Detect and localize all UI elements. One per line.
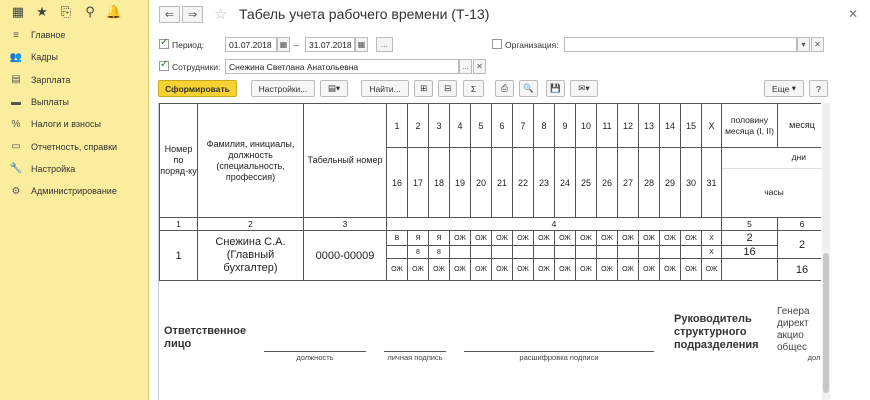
day-header-cell: 19 [450, 148, 471, 218]
title-bar [150, 0, 870, 30]
day-code-cell: ОЖ [555, 259, 576, 281]
day-code-cell: X [702, 231, 722, 246]
day-hours-cell [681, 246, 702, 259]
sidebar-item-salary[interactable] [0, 69, 148, 91]
column-number-cell: 4 [387, 218, 722, 231]
day-code-cell: ОЖ [429, 259, 450, 281]
responsible-title: Ответственное лицо [164, 325, 247, 350]
employees-input[interactable]: Снежина Светлана Анатольевна [225, 59, 459, 74]
day-code-cell: ОЖ [618, 231, 639, 246]
employees-label: Сотрудники: [172, 62, 221, 72]
tab-number-cell: 0000-00009 [304, 231, 387, 281]
day-code-cell: ОЖ [534, 231, 555, 246]
days-label: дни [722, 150, 821, 169]
day-code-cell: ОЖ [471, 259, 492, 281]
day-header-cell: 10 [576, 104, 597, 148]
report-area[interactable] [158, 103, 821, 400]
day-code-cell: ОЖ [492, 231, 513, 246]
day-header-cell: 13 [639, 104, 660, 148]
sidebar-item-admin[interactable] [0, 180, 148, 202]
organization-label: Организация: [505, 40, 559, 50]
day-code-cell: Я [429, 231, 450, 246]
column-number-cell: 6 [778, 218, 822, 231]
column-number-row [160, 218, 822, 231]
day-hours-cell [618, 246, 639, 259]
day-header-cell: 18 [429, 148, 450, 218]
collapse-icon: ⊟ [443, 83, 452, 93]
employee-name-cell: Снежина С.А. (Главный бухгалтер) [198, 231, 304, 281]
organization-input[interactable] [564, 37, 797, 52]
organization-checkbox[interactable] [492, 39, 502, 49]
printer-icon: ⎙ [501, 83, 508, 93]
history-icon[interactable]: ⎘ [60, 4, 72, 19]
decode-caption: расшифровка подписи [519, 353, 599, 362]
save-icon: 💾 [550, 83, 561, 93]
day-hours-cell [555, 246, 576, 259]
day-code-cell: ОЖ [513, 259, 534, 281]
day-hours-cell [660, 246, 681, 259]
day-hours-cell [387, 246, 408, 259]
day-header-cell: 5 [471, 104, 492, 148]
head-title: Руководитель структурного подразделения [674, 313, 759, 351]
period-select-button[interactable]: ... [376, 37, 393, 52]
day-header-cell: 8 [534, 104, 555, 148]
row-number-cell: 1 [160, 231, 198, 281]
day-code-cell: ОЖ [576, 231, 597, 246]
sidebar-item-personnel[interactable] [0, 46, 148, 68]
chevron-down-icon: ▾ [789, 83, 796, 93]
day-code-cell: В [387, 231, 408, 246]
close-icon[interactable]: ✕ [847, 7, 858, 21]
signature-line [464, 351, 654, 352]
day-code-cell: ОЖ [471, 231, 492, 246]
hours-label: часы [764, 187, 784, 197]
favorite-star-icon[interactable]: ☆ [214, 6, 228, 23]
day-code-cell: ОЖ [639, 259, 660, 281]
month-days-cell: 2 [778, 231, 822, 259]
day-code-cell: ОЖ [408, 259, 429, 281]
day-hours-cell [513, 246, 534, 259]
day-code-cell: ОЖ [618, 259, 639, 281]
report-scrollbar[interactable] [822, 103, 830, 400]
header-cell-month: месяц [778, 104, 822, 148]
day-header-cell: 23 [534, 148, 555, 218]
day-header-cell: X [702, 104, 722, 148]
day-hours-cell [471, 246, 492, 259]
day-header-cell: 17 [408, 148, 429, 218]
day-header-cell: 27 [618, 148, 639, 218]
preview-button[interactable] [519, 80, 538, 97]
header-row [160, 104, 822, 148]
day-header-cell: 12 [618, 104, 639, 148]
period-from-input[interactable]: 01.07.2018 [225, 37, 277, 52]
back-button[interactable] [159, 6, 180, 23]
percent-icon: % [11, 118, 21, 130]
envelope-icon: ✉▾ [578, 83, 590, 93]
day-header-cell: 25 [576, 148, 597, 218]
toolbar [150, 78, 870, 100]
day-code-cell: ОЖ [492, 259, 513, 281]
period-checkbox[interactable] [159, 39, 169, 49]
period-dash: – [294, 40, 299, 50]
star-icon[interactable]: ★ [36, 4, 48, 19]
sidebar-item-taxes[interactable] [0, 113, 148, 135]
help-button[interactable]: ? [809, 80, 828, 97]
signature-caption: личная подпись [387, 353, 443, 362]
sidebar-item-label: Настройка [31, 163, 76, 174]
more-button[interactable] [764, 80, 804, 97]
arrow-left-icon: ⇐ [164, 9, 175, 21]
sidebar-item-label: Налоги и взносы [31, 119, 101, 130]
sidebar-item-label: Отчетность, справки [31, 141, 118, 152]
day-code-cell: ОЖ [639, 231, 660, 246]
month-hours-cell: 16 [778, 259, 822, 281]
day-hours-cell [639, 246, 660, 259]
sum-button[interactable] [463, 80, 484, 97]
day-code-cell: ОЖ [450, 259, 471, 281]
clear-icon[interactable]: ✕ [811, 37, 824, 52]
sigma-icon: Σ [470, 83, 477, 94]
day-code-cell: ОЖ [597, 231, 618, 246]
expand-icon: ⊞ [419, 83, 428, 93]
employees-checkbox[interactable] [159, 61, 169, 71]
day-header-cell: 29 [660, 148, 681, 218]
report-icon: ▭ [11, 141, 21, 153]
employees-select-button[interactable]: ... [459, 59, 472, 74]
day-code-cell: ОЖ [576, 259, 597, 281]
signature-block [159, 293, 821, 400]
people-icon: 👥 [9, 51, 23, 63]
day-header-cell: 2 [408, 104, 429, 148]
day-code-cell: ОЖ [660, 259, 681, 281]
day-header-cell: 7 [513, 104, 534, 148]
sidebar-item-main[interactable] [0, 24, 148, 46]
day-header-cell: 6 [492, 104, 513, 148]
sidebar-item-payments[interactable] [0, 91, 148, 113]
wallet-icon: ▬ [11, 96, 21, 108]
period-label: Период: [172, 40, 205, 50]
sidebar-item-label: Зарплата [31, 74, 71, 85]
forward-button[interactable] [182, 6, 203, 23]
sidebar-item-settings[interactable] [0, 158, 148, 180]
day-header-cell: 11 [597, 104, 618, 148]
day-hours-cell [576, 246, 597, 259]
expand-groups-button[interactable] [414, 80, 433, 97]
day-hours-cell [450, 246, 471, 259]
director-title: Генера директ акцио общес [777, 306, 810, 353]
signature-line [264, 351, 366, 352]
day-header-cell: 24 [555, 148, 576, 218]
settings-button[interactable]: Настройки... [251, 80, 315, 97]
scrollbar-thumb[interactable] [823, 253, 829, 393]
variant-dropdown-button[interactable] [320, 80, 348, 97]
search-icon[interactable]: ⚲ [85, 4, 95, 19]
gear-icon: ⚙ [11, 185, 21, 197]
preview-icon: 🔍 [523, 83, 534, 93]
sidebar-item-label: Главное [31, 30, 66, 41]
day-header-cell: 14 [660, 104, 681, 148]
day-header-cell: 16 [387, 148, 408, 218]
document-icon: ▤ [11, 74, 21, 86]
day-code-cell: Я [408, 231, 429, 246]
signature-line [384, 351, 446, 352]
generate-button[interactable]: Сформировать [158, 80, 237, 97]
day-header-cell: 9 [555, 104, 576, 148]
column-number-cell: 5 [722, 218, 778, 231]
day-header-cell: 26 [597, 148, 618, 218]
column-number-cell: 1 [160, 218, 198, 231]
print-button[interactable] [495, 80, 514, 97]
header-cell-half-month: половину месяца (I, II) [722, 104, 778, 148]
main-panel [150, 0, 870, 400]
more-label: Еще [772, 83, 790, 94]
day-header-cell: 15 [681, 104, 702, 148]
send-email-button[interactable] [570, 80, 598, 97]
calendar-icon[interactable]: ▦ [355, 37, 368, 52]
day-header-cell: 28 [639, 148, 660, 218]
header-cell-number: Номер по поряд-ку [160, 104, 198, 218]
day-header-cell: 31 [702, 148, 722, 218]
collapse-groups-button[interactable] [438, 80, 457, 97]
day-code-cell: ОЖ [387, 259, 408, 281]
sidebar-item-label: Кадры [31, 52, 58, 63]
sidebar-toolbar [0, 0, 148, 24]
day-header-cell: 20 [471, 148, 492, 218]
day-header-cell: 21 [492, 148, 513, 218]
day-header-cell: 22 [513, 148, 534, 218]
grid-icon[interactable]: ▦ [11, 4, 25, 19]
header-cell-days-hours [722, 148, 822, 218]
day-code-cell: ОЖ [681, 231, 702, 246]
sidebar-item-reports[interactable] [0, 135, 148, 157]
wrench-icon: 🔧 [9, 163, 23, 175]
day-code-cell: ОЖ [681, 259, 702, 281]
day-code-cell: ОЖ [513, 231, 534, 246]
director-position-caption: дол [807, 353, 821, 362]
table-row [160, 231, 822, 246]
day-code-cell: ОЖ [534, 259, 555, 281]
find-button[interactable]: Найти... [361, 80, 409, 97]
half-month-days-cell: 2 [722, 231, 778, 246]
column-number-cell: 3 [304, 218, 387, 231]
page-title: Табель учета рабочего времени (Т-13) [239, 6, 490, 22]
day-header-cell: 30 [681, 148, 702, 218]
layout-icon: ▤▾ [327, 83, 341, 93]
day-code-cell: ОЖ [555, 231, 576, 246]
chevron-down-icon[interactable]: ▾ [797, 37, 810, 52]
day-code-cell: ОЖ [660, 231, 681, 246]
sidebar-item-label: Выплаты [31, 97, 69, 108]
day-code-cell: ОЖ [597, 259, 618, 281]
column-number-cell: 2 [198, 218, 304, 231]
day-hours-cell: 8 [408, 246, 429, 259]
day-hours-cell [534, 246, 555, 259]
position-caption: должность [296, 353, 334, 362]
save-button[interactable] [546, 80, 565, 97]
header-cell-tabnum: Табельный номер [304, 104, 387, 218]
day-hours-cell: X [702, 246, 722, 259]
header-cell-name: Фамилия, инициалы, должность (специальность, профессия) [198, 104, 304, 218]
period-to-input[interactable]: 31.07.2018 [305, 37, 355, 52]
day-hours-cell [492, 246, 513, 259]
day-header-cell: 1 [387, 104, 408, 148]
day-code-cell: ОЖ [450, 231, 471, 246]
day-header-cell: 3 [429, 104, 450, 148]
calendar-icon[interactable]: ▦ [277, 37, 290, 52]
clear-icon[interactable]: ✕ [473, 59, 486, 74]
half-month-hours-cell: 16 [722, 246, 778, 259]
sidebar-item-label: Администрирование [31, 186, 117, 197]
day-code-cell: ОЖ [702, 259, 722, 281]
arrow-right-icon: ⇒ [187, 9, 198, 21]
menu-icon: ≡ [13, 29, 19, 41]
day-hours-cell [597, 246, 618, 259]
day-header-cell: 4 [450, 104, 471, 148]
sidebar [0, 0, 149, 400]
half-month-empty-cell [722, 259, 778, 281]
day-hours-cell: 8 [429, 246, 450, 259]
timesheet-table [159, 103, 821, 281]
bell-icon[interactable]: 🔔 [105, 4, 123, 19]
